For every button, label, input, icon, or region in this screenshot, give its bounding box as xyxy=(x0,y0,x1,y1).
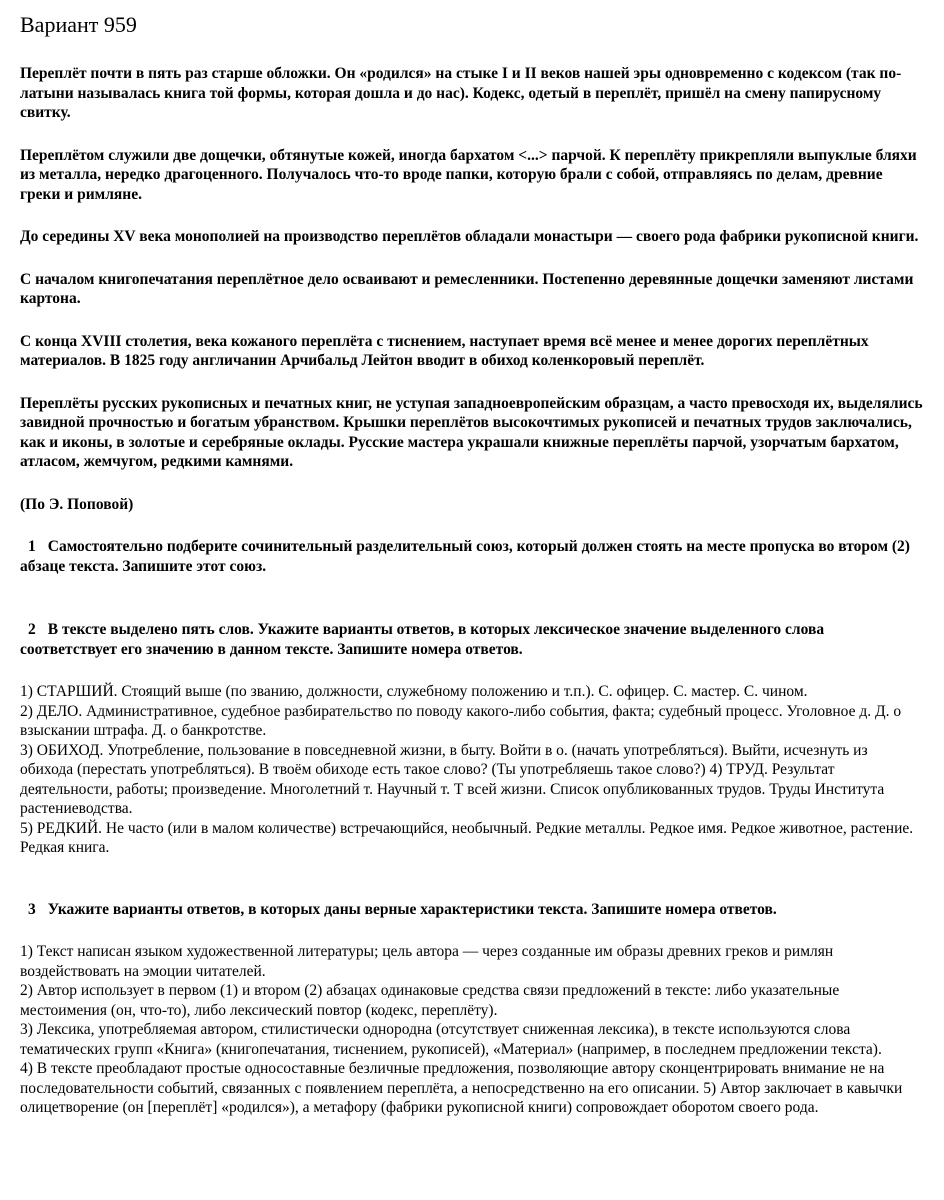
question-1 xyxy=(20,537,924,576)
answer-option: 3) Лексика, употребляемая автором, стилистически однородна (отсутствует сниженная лексика), в тексте используются слова тематических групп «Книга» (книгопечатания, тиснением, рукописей), «Материал» (например, в последнем предложении текста). xyxy=(20,1021,882,1058)
text-paragraph-5: С конца XVIII столетия, века кожаного переплёта с тиснением, наступает время всё менее и менее дорогих переплётных материалов. В 1825 году англичанин Арчибальд Лейтон вводит в обиход коленкоровый переплёт. xyxy=(20,332,869,369)
answer-option: 5) РЕДКИЙ. Не часто (или в малом количестве) встречающийся, необычный. Редкие металлы. Редкое имя. Редкое животное, растение. Редкая книга. xyxy=(20,819,914,856)
question-text: Укажите варианты ответов, в которых даны верные характеристики текста. Запишите номера ответов. xyxy=(47,900,777,918)
answer-option: 2) Автор использует в первом (1) и втором (2) абзацах одинаковые средства связи предложений в тексте: либо указательные местоимения (он, что-то), либо лексический повтор (кодекс, переплёту). xyxy=(20,982,840,1019)
question-3 xyxy=(20,900,924,920)
question-number: 1 xyxy=(28,538,36,555)
answer-option: 3) ОБИХОД. Употребление, пользование в повседневной жизни, в быту. Войти в о. (начать употребляться). Выйти, исчезнуть из обихода (перестать употребляться). В твоём обиходе есть такое слово? (Ты употребляешь такое слово?) 4) ТРУД. Результат деятельности, работы; произведение. Многолетний т. Научный т. Т всей жизни. Список опубликованных трудов. Труды Института растениеводства. xyxy=(20,741,885,817)
text-paragraph-2: Переплётом служили две дощечки, обтянутые кожей, иногда бархатом <...> парчой. К переплёту прикрепляли выпуклые бляхи из металла, нередко драгоценного. Получалось что-то вроде папки, которую брали с собой, отправляясь по делам, древние греки и римляне. xyxy=(20,146,917,203)
text-paragraph-3: До середины XV века монополией на производство переплётов обладали монастыри — своего рода фабрики рукописной книги. xyxy=(20,228,919,245)
answer-option: 2) ДЕЛО. Административное, судебное разбирательство по поводу какого-либо события, факта; судебный процесс. Уголовное д. Д. о взыскании штрафа. Д. о банкротстве. xyxy=(20,702,902,739)
question-text: Самостоятельно подберите сочинительный разделительный союз, который должен стоять на месте пропуска во втором (2) абзаце текста. Запишите этот союз. xyxy=(20,538,910,575)
variant-title: Вариант 959 xyxy=(20,12,137,37)
question-2 xyxy=(20,620,924,659)
text-paragraph-1: Переплёт почти в пять раз старше обложки. Он «родился» на стыке I и II веков нашей эры одновременно с кодексом (так по-латыни называлась книга той формы, которая дошла и до нас). Кодекс, одетый в переплёт, пришёл на смену папирусному свитку. xyxy=(20,65,902,121)
source-attribution: (По Э. Поповой) xyxy=(20,495,134,513)
question-3-options xyxy=(20,942,924,1118)
answer-option: 1) СТАРШИЙ. Стоящий выше (по званию, должности, служебному положению и т.п.). С. офицер. С. мастер. С. чином. xyxy=(20,683,808,700)
question-number: 3 xyxy=(28,900,36,918)
text-paragraph-4: С началом книгопечатания переплётное дело осваивают и ремесленники. Постепенно деревянные дощечки заменяют листами картона. xyxy=(20,270,914,307)
answer-option: 4) В тексте преобладают простые односоставные безличные предложения, позволяющие автору сконцентрировать внимание не на последовательности событий, связанных с появлением переплёта, а непосредственно на его описании. 5) Автор заключает в кавычки олицетворение (он [переплёт] «родился»), а метафору (фабрики рукописной книги) сопровождает оборотом своего рода. xyxy=(20,1060,903,1116)
answer-option: 1) Текст написан языком художественной литературы; цель автора — через созданные им образы древних греков и римлян воздействовать на эмоции читателей. xyxy=(20,943,834,980)
question-text: В тексте выделено пять слов. Укажите варианты ответов, в которых лексическое значение выделенного слова соответствует его значению в данном тексте. Запишите номера ответов. xyxy=(20,621,825,658)
question-number: 2 xyxy=(28,621,36,638)
question-2-options xyxy=(20,682,924,858)
text-paragraph-6: Переплёты русских рукописных и печатных книг, не уступая западноевропейским образцам, а часто превосходя их, выделялись завидной прочностью и богатым убранством. Крышки переплётов высокочтимых рукописей и печатных трудов заключались, как и иконы, в золотые и серебряные оклады. Русские мастера украшали книжные переплёты парчой, узорчатым бархатом, атласом, жемчугом, редкими камнями. xyxy=(20,394,923,470)
